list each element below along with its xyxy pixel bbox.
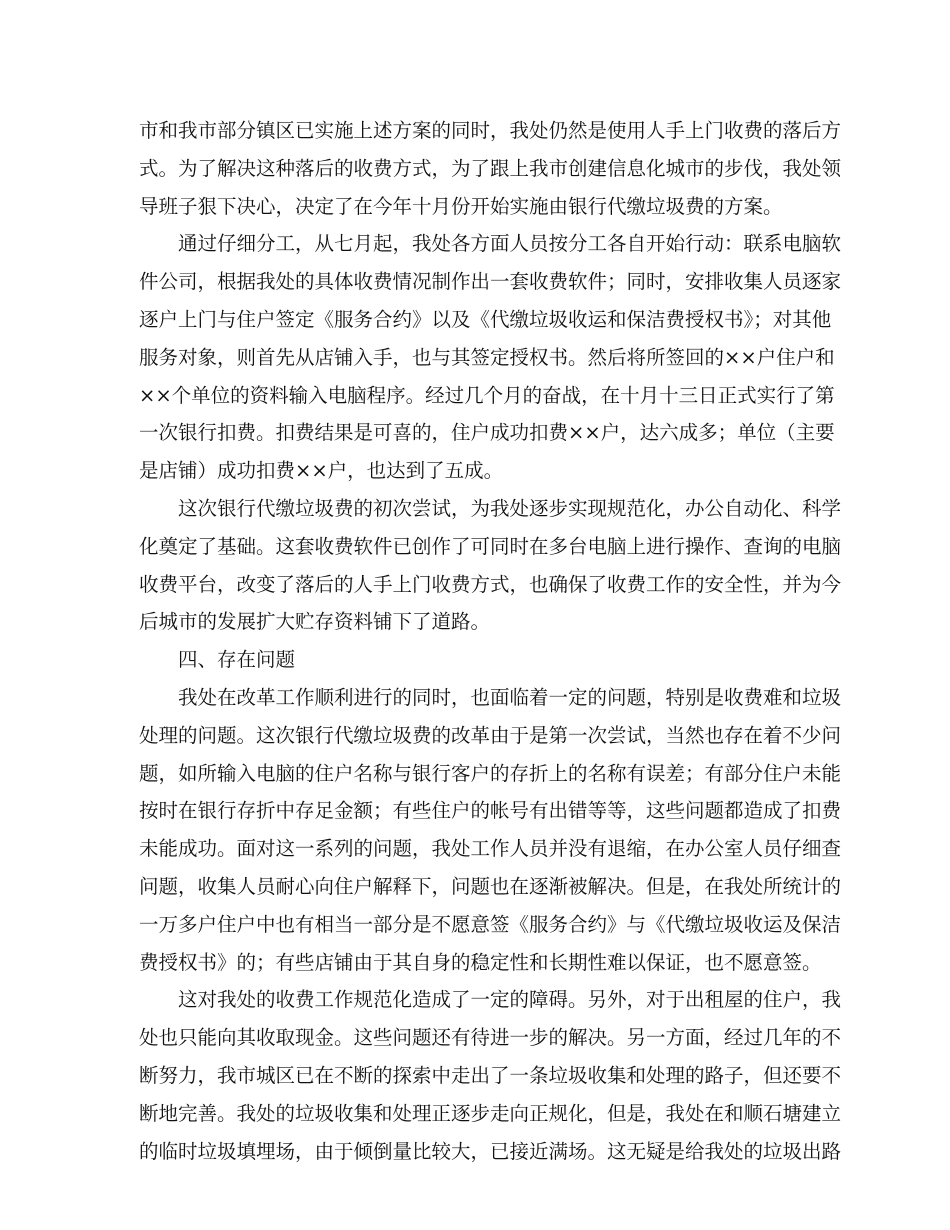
text-line: 问题，收集人员耐心向住户解释下，问题也在逐渐被解决。但是，在我处所统计的 — [139, 874, 842, 898]
text-line: 后城市的发展扩大贮存资料铺下了道路。 — [139, 610, 491, 634]
text-line: 处也只能向其收取现金。这些问题还有待进一步的解决。另一方面，经过几年的不 — [139, 1026, 842, 1050]
text-line: ××个单位的资料输入电脑程序。经过几个月的奋战，在十月十三日正式实行了第 — [139, 383, 835, 407]
text-line: 市和我市部分镇区已实施上述方案的同时，我处仍然是使用人手上门收费的落后方 — [139, 119, 842, 142]
text-line: 服务对象，则首先从店铺入手，也与其签定授权书。然后将所签回的××户住户和 — [139, 345, 835, 369]
text-line: 按时在银行存折中存足金额；有些住户的帐号有出错等等，这些问题都造成了扣费 — [139, 799, 842, 823]
text-line: 化奠定了基础。这套收费软件已创作了可同时在多台电脑上进行操作、查询的电脑 — [139, 534, 842, 558]
section-heading: 四、存在问题 — [178, 648, 296, 672]
text-line: 未能成功。面对这一系列的问题，我处工作人员并没有退缩，在办公室人员仔细查 — [139, 837, 842, 861]
text-line: 断地完善。我处的垃圾收集和处理正逐步走向正规化，但是，我处在和顺石塘建立 — [139, 1101, 842, 1125]
body-text — [139, 112, 842, 1170]
text-line: 式。为了解决这种落后的收费方式，为了跟上我市创建信息化城市的步伐，我处领 — [139, 156, 842, 180]
text-line: 一次银行扣费。扣费结果是可喜的，住户成功扣费××户，达六成多；单位（主要 — [139, 421, 835, 445]
text-line: 我处在改革工作顺利进行的同时，也面临着一定的问题，特别是收费难和垃圾 — [178, 685, 842, 709]
text-line: 题，如所输入电脑的住户名称与银行客户的存折上的名称有误差；有部分住户未能 — [139, 761, 842, 785]
text-line: 导班子狠下决心，决定了在今年十月份开始实施由银行代缴垃圾费的方案。 — [139, 194, 783, 218]
text-line: 件公司，根据我处的具体收费情况制作出一套收费软件；同时，安排收集人员逐家 — [139, 270, 842, 294]
text-line: 断努力，我市城区已在不断的探索中走出了一条垃圾收集和处理的路子，但还要不 — [139, 1063, 842, 1087]
text-line: 处理的问题。这次银行代缴垃圾费的改革由于是第一次尝试，当然也存在着不少问 — [139, 723, 842, 747]
text-line: 这次银行代缴垃圾费的初次尝试，为我处逐步实现规范化，办公自动化、科学 — [178, 496, 842, 520]
text-line: 一万多户住户中也有相当一部分是不愿意签《服务合约》与《代缴垃圾收运及保洁 — [139, 912, 842, 936]
text-line: 通过仔细分工，从七月起，我处各方面人员按分工各自开始行动：联系电脑软 — [178, 232, 842, 256]
text-line: 这对我处的收费工作规范化造成了一定的障碍。另外，对于出租屋的住户，我 — [178, 988, 842, 1012]
text-line: 的临时垃圾填埋场，由于倾倒量比较大，已接近满场。这无疑是给我处的垃圾出路 — [139, 1139, 842, 1163]
text-line: 逐户上门与住户签定《服务合约》以及《代缴垃圾收运和保洁费授权书》；对其他 — [139, 307, 832, 331]
text-line: 费授权书》的；有些店铺由于其自身的稳定性和长期性难以保证，也不愿意签。 — [139, 950, 822, 974]
text-line: 是店铺）成功扣费××户，也达到了五成。 — [139, 459, 504, 483]
text-line: 收费平台，改变了落后的人手上门收费方式，也确保了收费工作的安全性，并为今 — [139, 572, 842, 596]
